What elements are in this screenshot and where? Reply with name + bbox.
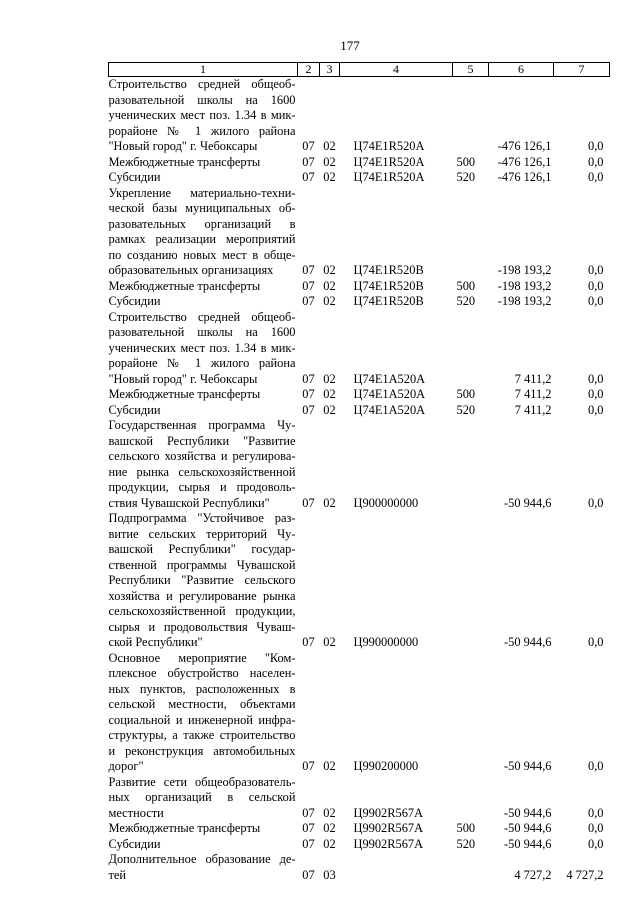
row-name: Межбюджетные трансферты (108, 278, 261, 293)
header-col-2: 2 (298, 63, 320, 77)
table-row (109, 651, 610, 775)
row-expense-type: 500 (456, 278, 476, 293)
row-subsection: 02 (323, 139, 336, 153)
budget-table (108, 62, 610, 883)
row-col7: 0,0 (588, 263, 604, 277)
row-col7: 0,0 (588, 294, 604, 308)
table-row (109, 821, 610, 837)
page-number: 177 (340, 38, 360, 53)
row-amount: -476 126,1 (497, 170, 552, 184)
row-section: 07 (302, 263, 315, 277)
row-subsection: 02 (323, 821, 336, 835)
row-target-code (340, 852, 453, 883)
row-section: 07 (302, 495, 315, 510)
table-row (109, 775, 610, 822)
table-row (109, 418, 610, 511)
row-name: Основное мероприятие "Ком-плексное обустройство населен-ных пунктов, расположенных в сельской местности, объектами социальной и инженерной инфра-структуры, а также строительство и реконструкция автомобильных дорог" (108, 650, 296, 773)
row-section: 07 (302, 402, 315, 417)
row-col7: 0,0 (588, 836, 604, 851)
row-subsection: 02 (323, 759, 336, 773)
row-section: 07 (302, 867, 315, 882)
table-body (109, 77, 610, 884)
row-name: Межбюджетные трансферты (108, 387, 261, 401)
row-expense-type: 500 (456, 154, 476, 169)
row-name: Субсидии (108, 294, 161, 308)
row-name: Субсидии (108, 402, 161, 417)
row-name: Подпрограмма "Устойчивое раз-витие сельских территорий Чу-вашской Республики" государ-ственной программы Чувашской Республики "Развитие сельского хозяйства и регулирование рынка сельскохозяйственной продукции, сырья и продовольствия Чуваш-ской Республики" (108, 511, 296, 649)
table-row (109, 186, 610, 279)
row-section: 07 (302, 836, 315, 851)
row-subsection: 02 (323, 402, 336, 417)
row-expense-type: 520 (456, 170, 476, 184)
row-col7: 0,0 (588, 635, 604, 649)
row-amount: -50 944,6 (504, 836, 552, 851)
row-expense-type (453, 77, 489, 155)
row-col7: 0,0 (588, 371, 604, 386)
row-col7: 0,0 (588, 821, 604, 835)
row-col7: 4 727,2 (566, 867, 604, 882)
table-row (109, 852, 610, 883)
row-amount: -476 126,1 (497, 154, 552, 169)
row-target-code: Ц74E1A520A (353, 402, 426, 417)
row-col7: 0,0 (588, 170, 604, 184)
table-row (109, 294, 610, 310)
row-section: 07 (302, 805, 315, 820)
row-target-code: Ц990200000 (353, 759, 419, 773)
row-section: 07 (302, 759, 315, 773)
row-target-code: Ц9902R567A (353, 805, 424, 820)
row-subsection: 02 (323, 495, 336, 510)
row-target-code: Ц990000000 (353, 635, 419, 649)
header-col-4: 4 (340, 63, 453, 77)
row-amount: -50 944,6 (504, 635, 552, 649)
row-amount: -50 944,6 (504, 821, 552, 835)
table-row (109, 387, 610, 403)
table-row (109, 837, 610, 853)
row-amount: 7 411,2 (514, 402, 552, 417)
row-subsection: 02 (323, 836, 336, 851)
row-expense-type: 520 (456, 294, 476, 308)
row-target-code: Ц74E1R520B (353, 263, 424, 277)
row-amount: -476 126,1 (497, 139, 552, 153)
row-expense-type (453, 775, 489, 822)
row-amount: -50 944,6 (504, 759, 552, 773)
row-section: 07 (302, 170, 315, 184)
row-col7: 0,0 (588, 139, 604, 153)
row-col7: 0,0 (588, 402, 604, 417)
header-col-5: 5 (453, 63, 489, 77)
row-name: Строительство средней общеоб-разовательной школы на 1600 ученических мест поз. 1.34 в мик-рорайоне № 1 жилого района "Новый город" г. Чебоксары (108, 77, 296, 153)
row-section: 07 (302, 154, 315, 169)
row-expense-type (453, 651, 489, 775)
row-name: Государственная программа Чу-вашской Республики "Развитие сельского хозяйства и регулирова-ние рынка сельскохозяйственной продукции, сырья и продоволь-ствия Чувашской Республики" (108, 418, 296, 510)
row-section: 07 (302, 139, 315, 153)
row-col7: 0,0 (588, 759, 604, 773)
row-amount: 7 411,2 (514, 387, 552, 401)
row-amount: -50 944,6 (504, 805, 552, 820)
row-col7: 0,0 (588, 154, 604, 169)
row-section: 07 (302, 387, 315, 401)
row-subsection: 02 (323, 371, 336, 386)
row-name: Строительство средней общеоб-разовательной школы на 1600 ученических мест поз. 1.34 в мик-рорайоне № 1 жилого района "Новый город" г. Чебоксары (108, 309, 296, 386)
table-row (109, 511, 610, 651)
row-expense-type: 500 (456, 387, 476, 401)
row-target-code: Ц74E1R520A (353, 139, 425, 153)
row-expense-type (453, 310, 489, 388)
row-section: 07 (302, 635, 315, 649)
row-section: 07 (302, 294, 315, 308)
row-expense-type (453, 852, 489, 883)
row-amount: 7 411,2 (514, 371, 552, 386)
header-col-1: 1 (109, 63, 298, 77)
row-col7: 0,0 (588, 495, 604, 510)
table-row (109, 155, 610, 171)
row-amount: -198 193,2 (497, 278, 552, 293)
row-subsection: 02 (323, 805, 336, 820)
row-amount: 4 727,2 (514, 867, 552, 882)
row-subsection: 02 (323, 294, 336, 308)
table-row (109, 77, 610, 155)
row-expense-type (453, 186, 489, 279)
row-subsection: 02 (323, 263, 336, 277)
table-row (109, 279, 610, 295)
row-section: 07 (302, 371, 315, 386)
row-target-code: Ц900000000 (353, 495, 419, 510)
table-row (109, 170, 610, 186)
row-amount: -50 944,6 (504, 495, 552, 510)
row-expense-type: 520 (456, 402, 476, 417)
row-subsection: 02 (323, 154, 336, 169)
row-subsection: 02 (323, 278, 336, 293)
row-expense-type (453, 511, 489, 651)
row-col7: 0,0 (588, 805, 604, 820)
row-subsection: 02 (323, 635, 336, 649)
row-subsection: 02 (323, 170, 336, 184)
row-name: Субсидии (108, 170, 161, 184)
table-header (109, 63, 610, 77)
row-name: Развитие сети общеобразователь-ных организаций в сельской местности (108, 774, 296, 820)
row-name: Межбюджетные трансферты (108, 821, 261, 835)
row-subsection: 02 (323, 387, 336, 401)
row-section: 07 (302, 821, 315, 835)
row-name: Дополнительное образование де-тей (108, 852, 296, 882)
row-target-code: Ц74E1A520A (353, 387, 426, 401)
row-expense-type (453, 418, 489, 511)
row-col7: 0,0 (588, 387, 604, 401)
row-target-code: Ц74E1R520A (353, 154, 425, 169)
row-target-code: Ц9902R567A (353, 836, 424, 851)
row-target-code: Ц74E1R520B (353, 278, 424, 293)
row-expense-type: 500 (456, 821, 476, 835)
row-name: Субсидии (108, 836, 161, 851)
row-expense-type: 520 (456, 836, 476, 851)
table-row (109, 403, 610, 419)
row-name: Укрепление материально-техни-ческой базы муниципальных об-разовательных организаций в рамках реализации мероприятий по созданию новых мест в обще-образовательных организациях (108, 185, 296, 277)
header-col-7: 7 (554, 63, 610, 77)
row-target-code: Ц74E1A520A (353, 371, 426, 386)
row-target-code: Ц9902R567A (353, 821, 424, 835)
row-amount: -198 193,2 (497, 294, 552, 308)
row-subsection: 03 (323, 867, 336, 882)
row-col7: 0,0 (588, 278, 604, 293)
row-amount: -198 193,2 (497, 263, 552, 277)
row-section: 07 (302, 278, 315, 293)
row-target-code: Ц74E1R520B (353, 294, 424, 308)
row-target-code: Ц74E1R520A (353, 170, 425, 184)
table-row (109, 310, 610, 388)
header-col-6: 6 (489, 63, 554, 77)
row-name: Межбюджетные трансферты (108, 154, 261, 169)
header-col-3: 3 (320, 63, 340, 77)
